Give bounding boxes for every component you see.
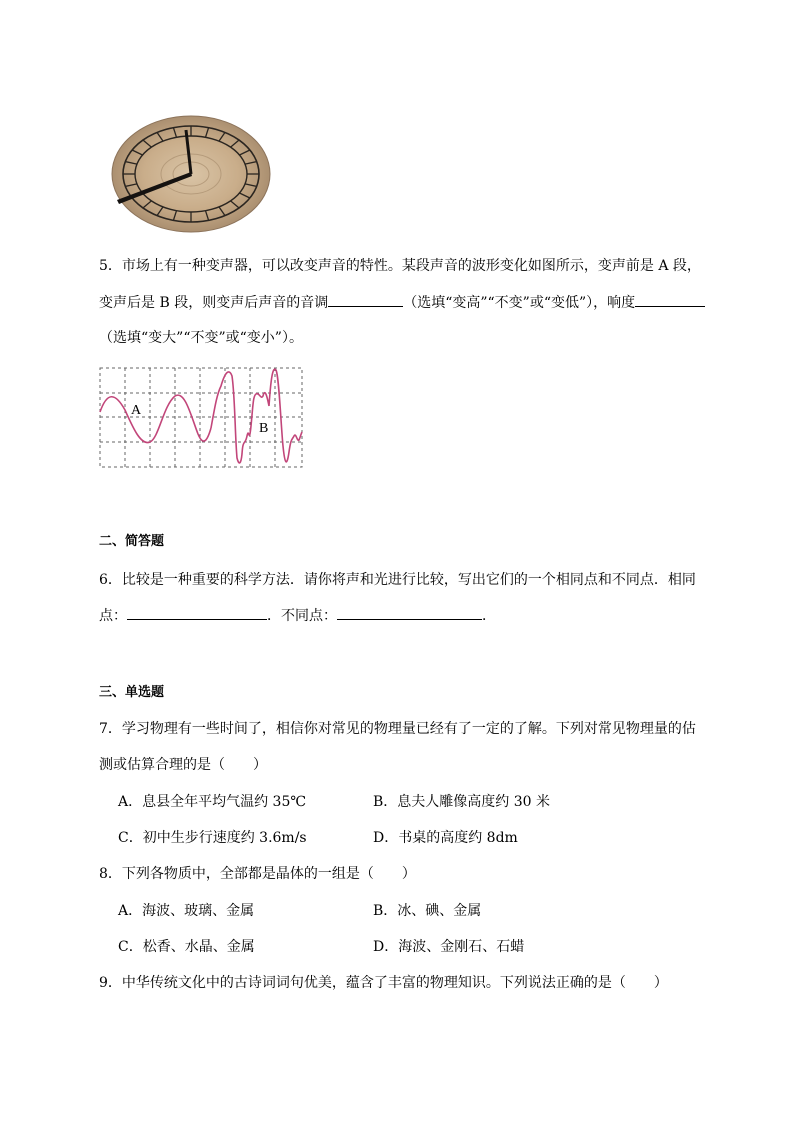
- q8-option-d[interactable]: D．海波、金刚石、石蜡: [373, 939, 525, 955]
- q5-line2-mid: （选填“变高”“不变”或“变低”），响度: [403, 295, 636, 311]
- q8-option-b[interactable]: B．冰、碘、金属: [373, 903, 482, 919]
- q7-option-a[interactable]: A．息县全年平均气温约 35℃: [118, 794, 307, 810]
- q7-option-d[interactable]: D．书桌的高度约 8dm: [373, 830, 518, 846]
- q6-line2: [99, 605, 496, 626]
- q5-loudness-blank[interactable]: [635, 292, 705, 307]
- q5-line2: [99, 292, 705, 313]
- q5-pitch-blank[interactable]: [328, 292, 403, 307]
- q5-line2-pre: 变声后是 B 段，则变声后声音的音调: [99, 295, 329, 311]
- section-2-title: 二、简答题: [99, 534, 165, 549]
- waveform-figure: [99, 366, 305, 470]
- q7-line1: 7．学习物理有一些时间了，相信你对常见的物理量已经有了一定的了解。下列对常见物理量的估: [99, 721, 696, 737]
- q8-option-c[interactable]: C．松香、水晶、金属: [118, 939, 255, 955]
- q7-option-c[interactable]: C．初中生步行速度约 3.6m/s: [118, 830, 307, 846]
- wave-label-b: B: [259, 421, 269, 436]
- wave-a-path: [100, 395, 211, 442]
- q7-option-b[interactable]: B．息夫人雕像高度约 30 米: [373, 794, 551, 810]
- sundial-image: [110, 108, 272, 240]
- q7-line2: 测或估算合理的是（ ）: [99, 757, 267, 773]
- q5-line3: （选填“变大”“不变”或“变小”）。: [99, 330, 303, 346]
- q8-stem: 8．下列各物质中，全部都是晶体的一组是（ ）: [99, 866, 416, 882]
- section-3-title: 三、单选题: [99, 685, 165, 700]
- q5-line1: 5．市场上有一种变声器，可以改变声音的特性。某段声音的波形变化如图所示，变声前是 A 段，: [99, 258, 701, 274]
- q9-stem: 9．中华传统文化中的古诗词词句优美，蕴含了丰富的物理知识。下列说法正确的是（ ）: [99, 975, 668, 991]
- q6-line2-end: ．: [482, 608, 496, 624]
- q6-similarity-blank[interactable]: [127, 605, 267, 620]
- q8-option-a[interactable]: A．海波、玻璃、金属: [118, 903, 255, 919]
- q6-difference-blank[interactable]: [337, 605, 482, 620]
- wave-label-a: A: [131, 403, 142, 418]
- q6-line2-pre: 点：: [99, 608, 127, 624]
- q6-line1: 6．比较是一种重要的科学方法．请你将声和光进行比较，写出它们的一个相同点和不同点．相同: [99, 572, 696, 588]
- q6-line2-mid: ．不同点：: [267, 608, 337, 624]
